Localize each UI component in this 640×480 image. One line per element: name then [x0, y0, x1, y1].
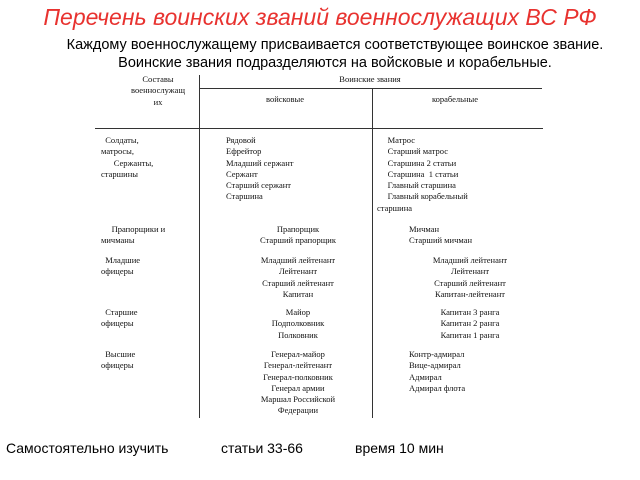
row-group-top-officers: Высшие офицеры [101, 349, 136, 371]
footer-time: время 10 мин [355, 440, 444, 456]
col-header-navy: корабельные [431, 94, 479, 104]
row-group-junior-officers: Младшие офицеры [101, 255, 141, 277]
row-army-soldiers: Рядовой Ефрейтор Младший сержант Сержант Старший сержант Старшина [226, 135, 294, 202]
row-group-soldiers: Солдаты, матросы, Сержанты, старшины [101, 135, 154, 179]
row-army-top-officers: Генерал-майор Генерал-лейтенант Генерал-полковник Генерал армии Маршал Российской Федерации [260, 349, 336, 416]
col-header-composition: Составы военнослужащ их [131, 74, 185, 107]
col-header-army: войсковые [266, 94, 304, 104]
footer-study: Самостоятельно изучить [6, 440, 169, 456]
table-col-line-1 [199, 75, 200, 418]
table-top-line [199, 88, 542, 89]
table-col-line-2 [372, 88, 373, 418]
row-navy-senior-officers: Капитан 3 ранга Капитан 2 ранга Капитан 1 ранга [440, 307, 500, 340]
page-subtitle: Каждому военнослужащему присваивается соответствующее воинское звание. Воинские звания подразделяются на войсковые и корабельные. [66, 37, 604, 71]
row-army-warrant: Прапорщик Старший прапорщик [260, 224, 336, 246]
row-navy-warrant: Мичман Старший мичман [409, 224, 473, 246]
row-group-warrant: Прапорщики и мичманы [101, 224, 166, 246]
col-header-ranks: Воинские звания [339, 74, 401, 84]
row-navy-soldiers: Матрос Старший матрос Старшина 2 статьи Старшина 1 статьи Главный старшина Главный корабельный старшина [377, 135, 468, 213]
footer-articles: статьи 33-66 [221, 440, 303, 456]
table-header-line [95, 128, 543, 129]
page-title: Перечень воинских званий военнослужащих ВС РФ [43, 4, 597, 30]
row-navy-junior-officers: Младший лейтенант Лейтенант Старший лейтенант Капитан-лейтенант [432, 255, 508, 299]
row-navy-top-officers: Контр-адмирал Вице-адмирал Адмирал Адмирал флота [409, 349, 466, 393]
row-army-senior-officers: Майор Подполковник Полковник [271, 307, 325, 340]
row-army-junior-officers: Младший лейтенант Лейтенант Старший лейтенант Капитан [260, 255, 336, 299]
row-group-senior-officers: Старшие офицеры [101, 307, 138, 329]
